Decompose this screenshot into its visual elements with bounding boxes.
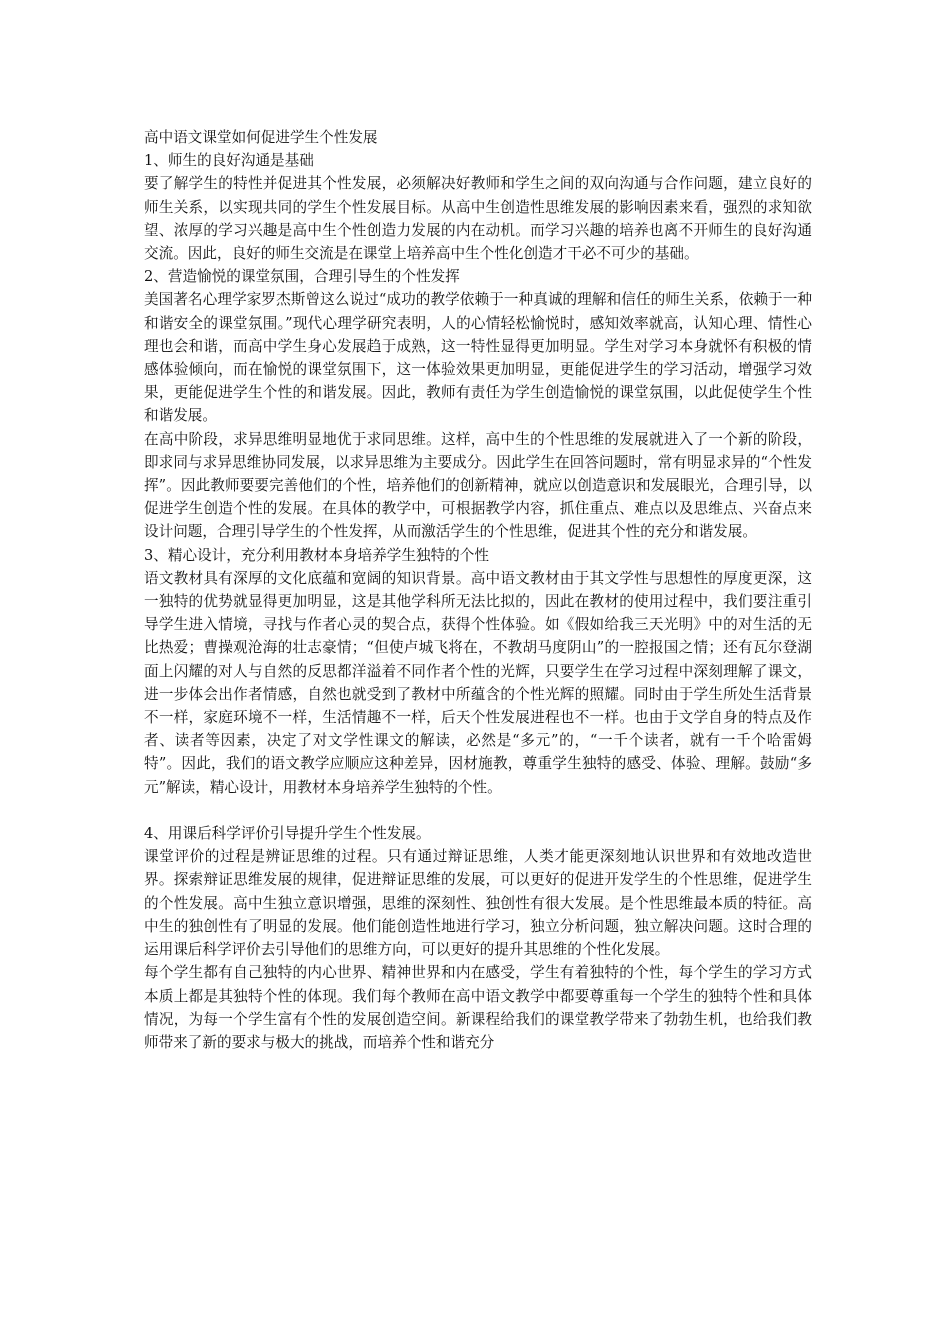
paragraph: 美国著名心理学家罗杰斯曾这么说过“成功的教学依赖于一种真诚的理解和信任的师生关系，依赖于一种和谐安全的课堂氛围。”现代心理学研究表明，人的心情轻松愉悦时，感知效率就高，认知心理、情性心理也会和谐，而高中学生身心发展趋于成熟，这一特性显得更加明显。学生对学习本身就怀有积极的情感体验倾向，而在愉悦的课堂氛围下，这一体验效果更加明显，更能促进学生的学习活动，增强学习效果，更能促进学生个性的和谐发展。因此，教师有责任为学生创造愉悦的课堂氛围，以此促使学生个性和谐发展。 — [144, 291, 812, 425]
document-page — [144, 126, 812, 1054]
paragraph: 在高中阶段，求异思维明显地优于求同思维。这样，高中生的个性思维的发展就进入了一个新的阶段，即求同与求异思维协同发展，以求异思维为主要成分。因此学生在回答问题时，常有明显求异的“个性发挥”。因此教师要要完善他们的个性，培养他们的创新精神，就应以创造意识和发展眼光，合理引导，以促进学生创造个性的发展。在具体的教学中，可根据教学内容，抓住重点、难点以及思维点、兴奋点来设计问题，合理引导学生的个性发挥，从而激活学生的个性思维，促进其个性的充分和谐发展。 — [144, 430, 812, 541]
document-title: 高中语文课堂如何促进学生个性发展 — [144, 129, 378, 146]
section-heading-1: 1、师生的良好沟通是基础 — [144, 152, 314, 170]
paragraph: 语文教材具有深厚的文化底蕴和宽阔的知识背景。高中语文教材由于其文学性与思想性的厚度更深，这一独特的优势就显得更加明显，这是其他学科所无法比拟的，因此在教材的使用过程中，我们要注重引导学生进入情境，寻找与作者心灵的契合点，获得个性体验。如《假如给我三天光明》中的对生活的无比热爱；曹操观沧海的壮志豪情；“但使卢城飞将在，不教胡马度阴山”的一腔报国之情；还有瓦尔登湖面上闪耀的对人与自然的反思都洋溢着不同作者个性的光辉，只要学生在学习过程中深刻理解了课文，进一步体会出作者情感，自然也就受到了教材中所蕴含的个性光辉的照耀。同时由于学生所处生活背景不一样，家庭环境不一样，生活情趣不一样，后天个性发展进程也不一样。也由于文学自身的特点及作者、读者等因素，决定了对文学性课文的解读，必然是“多元”的，“一千个读者，就有一千个哈雷姆特”。因此，我们的语文教学应顺应这种差异，因材施教，尊重学生独特的感受、体验、理解。鼓励“多元”解读，精心设计，用教材本身培养学生独特的个性。 — [144, 569, 812, 796]
section-heading-2: 2、营造愉悦的课堂氛围，合理引导生的个性发挥 — [144, 268, 460, 286]
section-heading-4: 4、用课后科学评价引导提升学生个性发展。 — [144, 825, 431, 843]
paragraph: 每个学生都有自己独特的内心世界、精神世界和内在感受，学生有着独特的个性，每个学生的学习方式本质上都是其独特个性的体现。我们每个教师在高中语文教学中都要尊重每一个学生的独特个性和具体情况，为每一个学生富有个性的发展创造空间。新课程给我们的课堂教学带来了勃勃生机，也给我们教师带来了新的要求与极大的挑战，而培养个性和谐充分 — [144, 964, 812, 1051]
paragraph: 课堂评价的过程是辨证思维的过程。只有通过辩证思维，人类才能更深刻地认识世界和有效地改造世界。探索辩证思维发展的规律，促进辩证思维的发展，可以更好的促进开发学生的个性思维，促进学生的个性发展。高中生独立意识增强，思维的深刻性、独创性有很大发展。是个性思维最本质的特征。高中生的独创性有了明显的发展。他们能创造性地进行学习，独立分析问题，独立解决问题。这时合理的运用课后科学评价去引导他们的思维方向，可以更好的提升其思维的个性化发展。 — [144, 848, 812, 959]
blank-line — [144, 799, 812, 822]
paragraph: 要了解学生的特性并促进其个性发展，必须解决好教师和学生之间的双向沟通与合作问题，建立良好的师生关系，以实现共同的学生个性发展目标。从高中生创造性思维发展的影响因素来看，强烈的求知欲望、浓厚的学习兴趣是高中生个性创造力发展的内在动机。而学习兴趣的培养也离不开师生的良好沟通交流。因此，良好的师生交流是在课堂上培养高中生个性化创造才干必不可少的基础。 — [144, 175, 812, 263]
section-heading-3: 3、精心设计，充分利用教材本身培养学生独特的个性 — [144, 546, 489, 564]
